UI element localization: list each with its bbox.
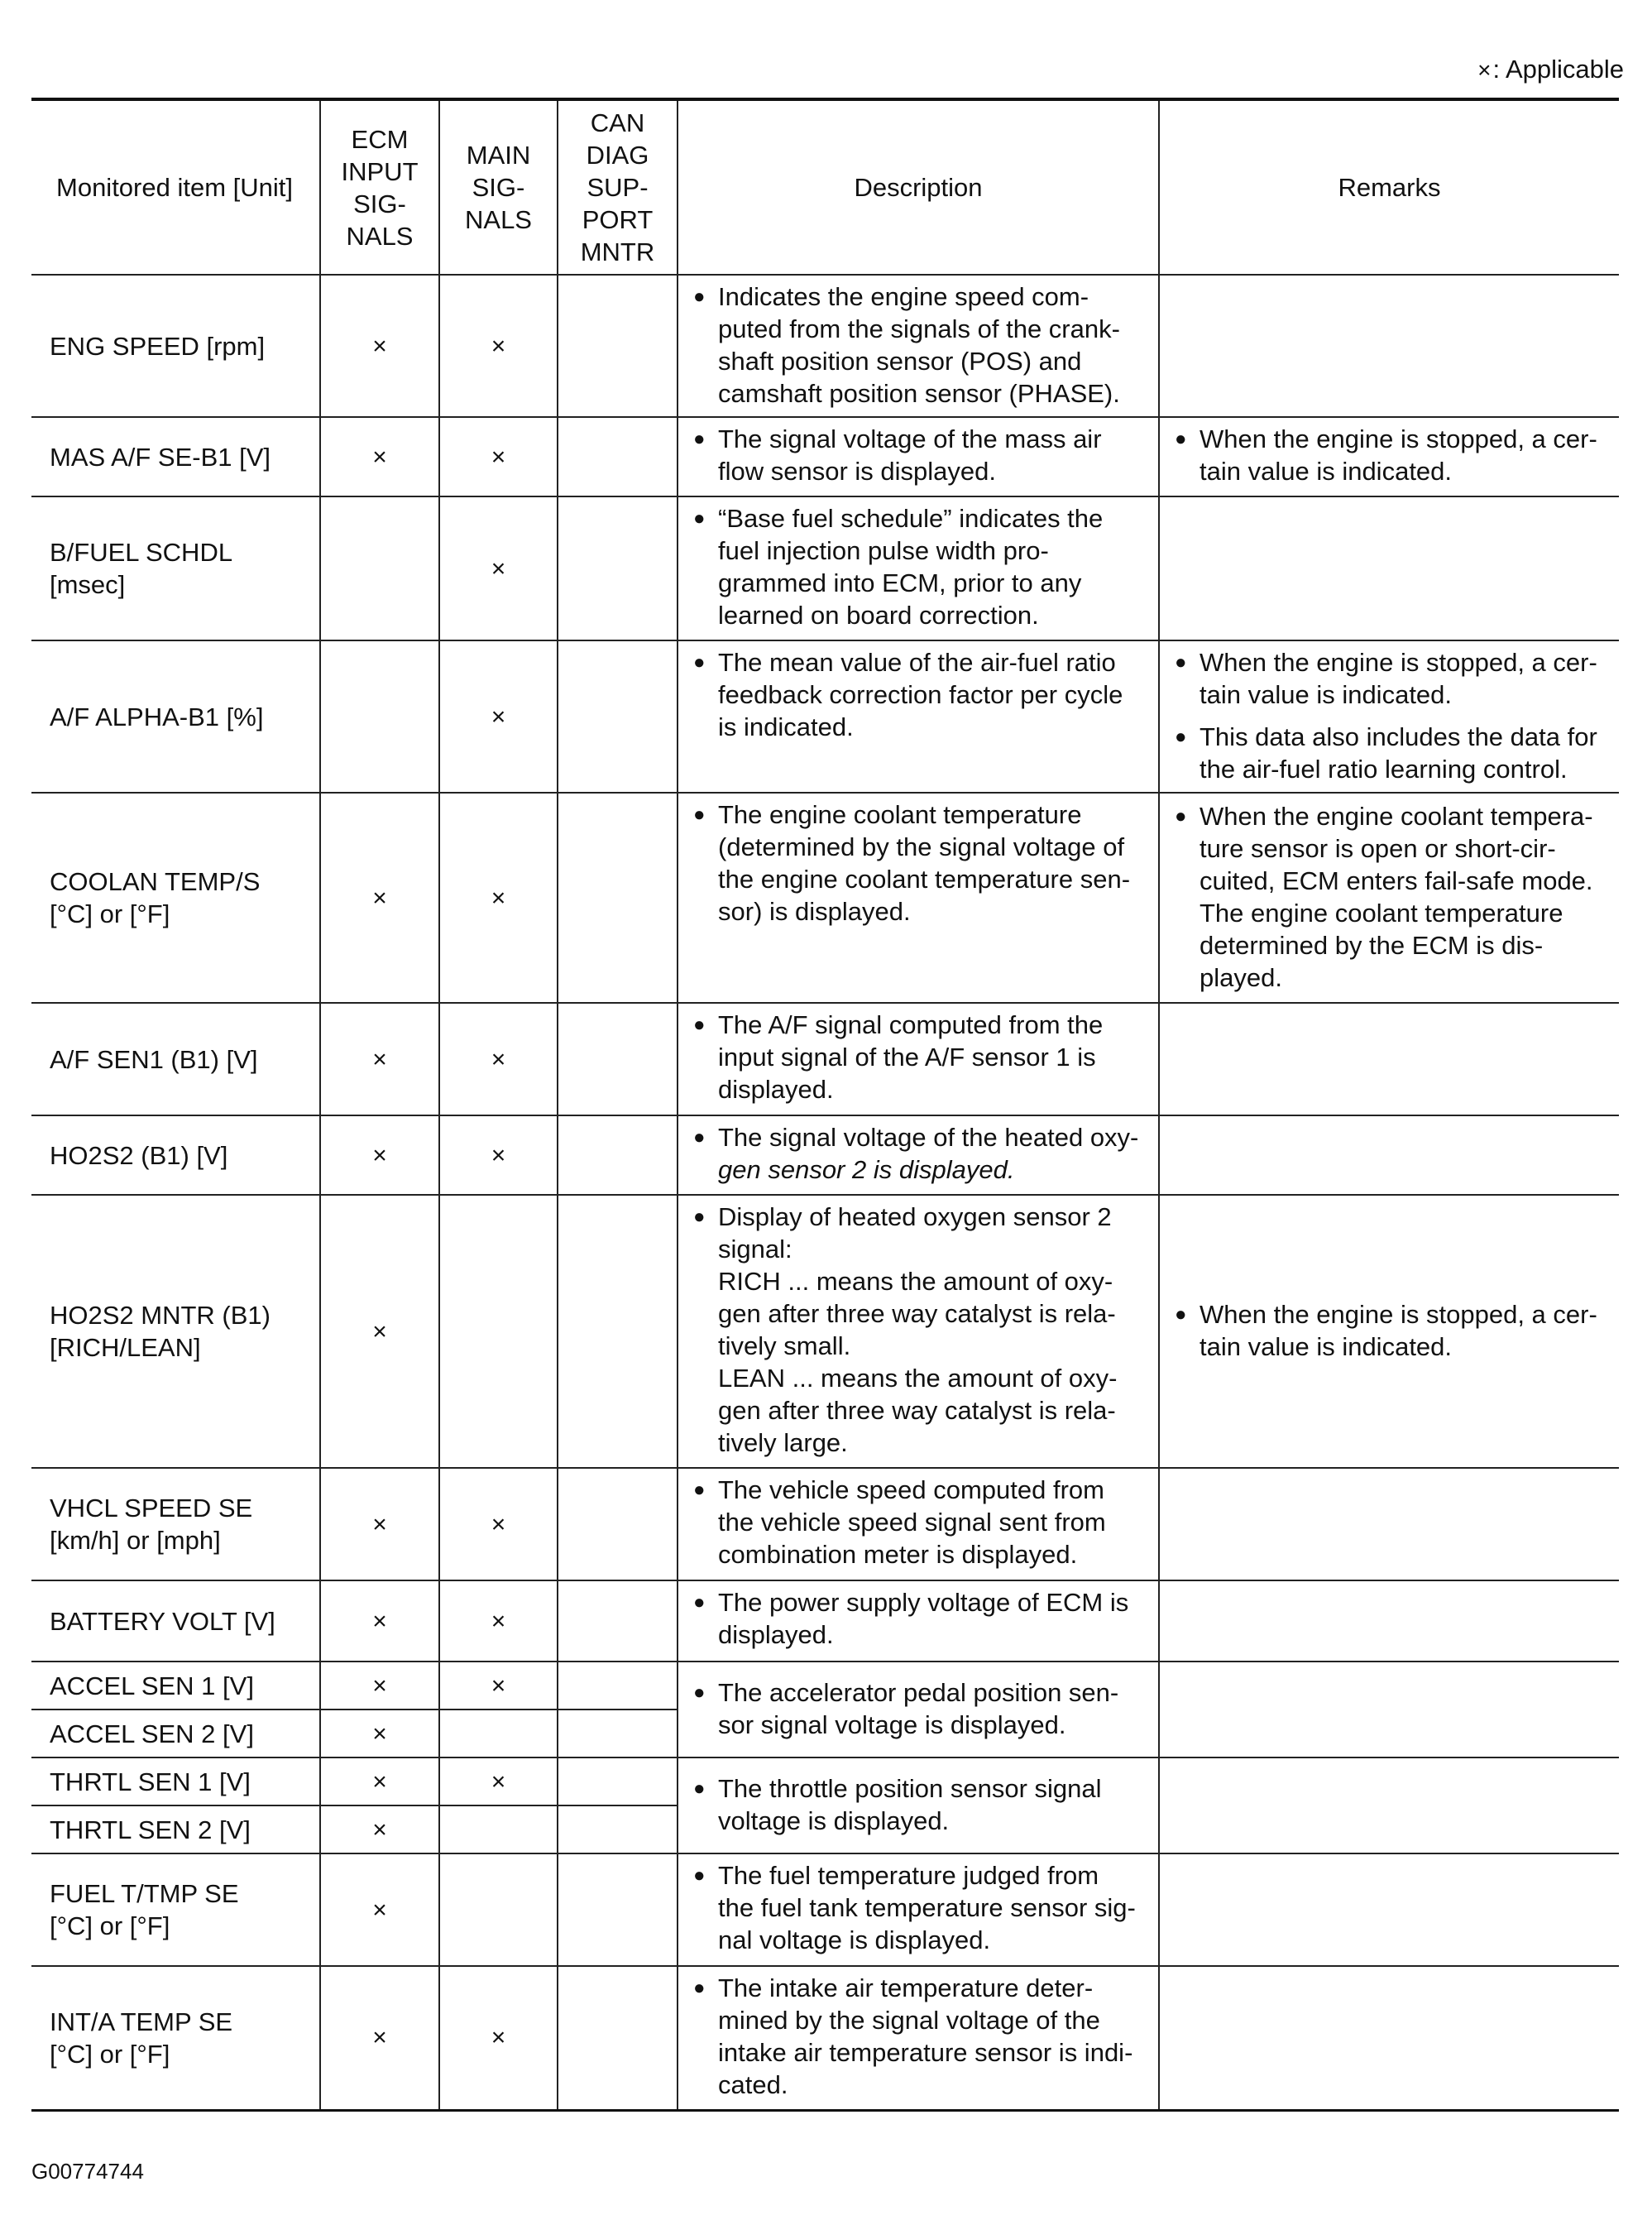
monitored-item (31, 1468, 320, 1580)
remarks-cell (1159, 1115, 1619, 1195)
header-monitored-item: Monitored item [Unit] (31, 99, 320, 275)
text-line: [RICH/LEAN] (50, 1333, 201, 1362)
table-row (31, 275, 1619, 417)
ecm-input-mark: × (320, 1710, 439, 1757)
main-signal-mark: × (439, 793, 558, 1003)
monitored-item (31, 1580, 320, 1662)
main-signal-mark: × (439, 640, 558, 793)
bullet-item (692, 1586, 1152, 1651)
text-line: nal voltage is displayed. (718, 1925, 991, 1954)
monitored-item (31, 1003, 320, 1115)
text-line: tively small. (718, 1331, 851, 1360)
header-row (31, 99, 1619, 275)
ecm-input-mark: × (320, 1195, 439, 1468)
remarks-cell (1159, 640, 1619, 793)
main-signal-mark: × (439, 1115, 558, 1195)
main-signal-mark: × (439, 1757, 558, 1805)
text-line: the engine coolant temperature sen- (718, 865, 1131, 894)
remarks-cell (1159, 496, 1619, 640)
text-line: gen after three way catalyst is rela- (718, 1299, 1116, 1328)
text-line: B/FUEL SCHDL (50, 538, 233, 567)
main-signal-mark (439, 1195, 558, 1468)
text-line: This data also includes the data for (1199, 722, 1597, 751)
ecm-input-mark: × (320, 1853, 439, 1966)
remarks-cell (1159, 1195, 1619, 1468)
bullet-item (692, 502, 1152, 631)
bullet-item (692, 1676, 1152, 1741)
text-line: RICH ... means the amount of oxy- (718, 1267, 1113, 1296)
text-line: cuited, ECM enters fail-safe mode. (1199, 866, 1593, 895)
remarks-cell (1159, 1003, 1619, 1115)
table-row (31, 496, 1619, 640)
table-row (31, 1468, 1619, 1580)
text-line: The engine coolant temperature (718, 800, 1082, 829)
ecm-input-mark (320, 496, 439, 640)
description-cell (678, 1580, 1159, 1662)
text-line: gen after three way catalyst is rela- (718, 1396, 1116, 1425)
text-line: When the engine is stopped, a cer- (1199, 424, 1597, 453)
monitored-item (31, 1966, 320, 2110)
header-ecm-input-signals: ECM INPUT SIG- NALS (320, 99, 439, 275)
ecm-input-mark: × (320, 1757, 439, 1805)
monitored-item (31, 1853, 320, 1966)
text-line: [km/h] or [mph] (50, 1526, 221, 1555)
remarks-cell (1159, 793, 1619, 1003)
description-cell (678, 793, 1159, 1003)
applicable-mark: × (1477, 57, 1492, 83)
text-line: Display of heated oxygen sensor 2 (718, 1202, 1112, 1231)
text-line: feedback correction factor per cycle (718, 680, 1123, 709)
remarks-cell (1159, 1966, 1619, 2110)
description-cell (678, 1853, 1159, 1966)
text-line: The vehicle speed computed from (718, 1475, 1104, 1504)
can-diag-mark (558, 793, 678, 1003)
remarks-cell (1159, 417, 1619, 496)
text-line: determined by the ECM is dis- (1199, 931, 1544, 960)
bullet-item (1173, 800, 1612, 994)
bullet-item (692, 1009, 1152, 1105)
ecm-input-mark: × (320, 1115, 439, 1195)
can-diag-mark (558, 1853, 678, 1966)
main-signal-mark: × (439, 1966, 558, 2110)
text-line: When the engine is stopped, a cer- (1199, 648, 1597, 677)
text-line: the vehicle speed signal sent from (718, 1508, 1106, 1537)
text-line: learned on board correction. (718, 601, 1039, 630)
text-line: The power supply voltage of ECM is (718, 1588, 1129, 1617)
can-diag-mark (558, 1662, 678, 1710)
description-cell (678, 1757, 1159, 1853)
text-line: [°C] or [°F] (50, 2039, 170, 2069)
text-line: input signal of the A/F sensor 1 is (718, 1043, 1096, 1072)
ecm-input-mark: × (320, 1805, 439, 1853)
text-line: flow sensor is displayed. (718, 457, 996, 486)
monitored-item (31, 793, 320, 1003)
text-line: FUEL T/TMP SE (50, 1879, 239, 1908)
text-line: displayed. (718, 1620, 834, 1649)
main-signal-mark: × (439, 417, 558, 496)
main-signal-mark (439, 1853, 558, 1966)
text-line: sor) is displayed. (718, 897, 911, 926)
monitored-item (31, 1115, 320, 1195)
monitored-item (31, 275, 320, 417)
text-line: tain value is indicated. (1199, 680, 1453, 709)
main-signal-mark (439, 1710, 558, 1757)
text-line: intake air temperature sensor is indi- (718, 2038, 1133, 2067)
text-line: is indicated. (718, 712, 854, 741)
can-diag-mark (558, 1195, 678, 1468)
text-line: tain value is indicated. (1199, 457, 1453, 486)
description-cell (678, 1966, 1159, 2110)
figure-code: G00774744 (31, 2159, 144, 2184)
table-row (31, 1115, 1619, 1195)
main-signal-mark: × (439, 275, 558, 417)
bullet-item (692, 1201, 1152, 1459)
text-line: The A/F signal computed from the (718, 1010, 1104, 1039)
can-diag-mark (558, 1805, 678, 1853)
text-line: When the engine coolant tempera- (1199, 802, 1593, 831)
text-line: camshaft position sensor (PHASE). (718, 379, 1120, 408)
text-line: The mean value of the air-fuel ratio (718, 648, 1116, 677)
header-main-signals: MAIN SIG- NALS (439, 99, 558, 275)
ecm-input-mark: × (320, 1662, 439, 1710)
remarks-cell (1159, 1757, 1619, 1853)
main-signal-mark: × (439, 496, 558, 640)
text-line: combination meter is displayed. (718, 1540, 1078, 1569)
table-row (31, 1003, 1619, 1115)
text-line: grammed into ECM, prior to any (718, 568, 1082, 597)
text-line: The signal voltage of the mass air (718, 424, 1102, 453)
bullet-item (692, 281, 1152, 410)
can-diag-mark (558, 1580, 678, 1662)
can-diag-mark (558, 1115, 678, 1195)
description-cell (678, 1003, 1159, 1115)
text-line: When the engine is stopped, a cer- (1199, 1300, 1597, 1329)
text-line: The throttle position sensor signal (718, 1774, 1102, 1803)
text-line: sor signal voltage is displayed. (718, 1710, 1066, 1739)
ecm-input-mark: × (320, 417, 439, 496)
ecm-input-mark: × (320, 1468, 439, 1580)
can-diag-mark (558, 496, 678, 640)
text-line: HO2S2 MNTR (B1) (50, 1301, 271, 1330)
text-line: [°C] or [°F] (50, 899, 170, 928)
main-signal-mark: × (439, 1580, 558, 1662)
text-line: voltage is displayed. (718, 1806, 950, 1835)
description-cell (678, 417, 1159, 496)
text-line: ENG SPEED [rpm] (50, 331, 266, 361)
ecm-input-mark: × (320, 1580, 439, 1662)
text-line: VHCL SPEED SE (50, 1494, 253, 1522)
bullet-item (692, 1121, 1152, 1186)
legend (1477, 55, 1624, 84)
table-row (31, 417, 1619, 496)
text-line: [°C] or [°F] (50, 1911, 170, 1940)
text-line: gen sensor 2 is displayed. (718, 1155, 1015, 1184)
text-line: COOLAN TEMP/S (50, 867, 261, 896)
text-line: The fuel temperature judged from (718, 1861, 1099, 1890)
text-line: The engine coolant temperature (1199, 899, 1563, 928)
can-diag-mark (558, 1468, 678, 1580)
description-cell (678, 640, 1159, 793)
monitored-item (31, 496, 320, 640)
bullet-item (1173, 646, 1612, 711)
remarks-cell (1159, 275, 1619, 417)
can-diag-mark (558, 640, 678, 793)
text-line: A/F SEN1 (B1) [V] (50, 1044, 258, 1074)
text-line: INT/A TEMP SE (50, 2007, 233, 2036)
bullet-item (692, 423, 1152, 487)
text-line: the air-fuel ratio learning control. (1199, 755, 1568, 784)
can-diag-mark (558, 1003, 678, 1115)
main-signal-mark: × (439, 1003, 558, 1115)
can-diag-mark (558, 417, 678, 496)
header-description: Description (678, 99, 1159, 275)
bullet-item (692, 1859, 1152, 1956)
text-line: A/F ALPHA-B1 [%] (50, 702, 264, 731)
ecm-input-mark (320, 640, 439, 793)
table-row (31, 1757, 1619, 1805)
ecm-input-mark: × (320, 793, 439, 1003)
text-line: tain value is indicated. (1199, 1332, 1453, 1361)
text-line: signal: (718, 1235, 792, 1264)
text-line: MAS A/F SE-B1 [V] (50, 442, 271, 472)
can-diag-mark (558, 1966, 678, 2110)
monitored-item: ACCEL SEN 2 [V] (31, 1710, 320, 1757)
can-diag-mark (558, 275, 678, 417)
bullet-item (692, 798, 1152, 928)
monitored-item: THRTL SEN 2 [V] (31, 1805, 320, 1853)
bullet-item (692, 1772, 1152, 1837)
monitored-item (31, 1195, 320, 1468)
text-line: cated. (718, 2070, 788, 2099)
table-row (31, 640, 1619, 793)
text-line: tively large. (718, 1428, 848, 1457)
text-line: the fuel tank temperature sensor sig- (718, 1893, 1136, 1922)
main-signal-mark: × (439, 1662, 558, 1710)
header-remarks: Remarks (1159, 99, 1619, 275)
text-line: HO2S2 (B1) [V] (50, 1140, 228, 1170)
description-cell (678, 275, 1159, 417)
main-signal-mark: × (439, 1468, 558, 1580)
header-can-diag-support-monitor: CAN DIAG SUP- PORT MNTR (558, 99, 678, 275)
description-cell (678, 1662, 1159, 1757)
table-row (31, 1966, 1619, 2110)
monitored-item (31, 640, 320, 793)
text-line: LEAN ... means the amount of oxy- (718, 1364, 1118, 1393)
text-line: fuel injection pulse width pro- (718, 536, 1049, 565)
table-row (31, 1580, 1619, 1662)
ecm-input-mark: × (320, 1003, 439, 1115)
can-diag-mark (558, 1757, 678, 1805)
text-line: (determined by the signal voltage of (718, 832, 1125, 861)
legend-label: : Applicable (1492, 55, 1624, 84)
text-line: The signal voltage of the heated oxy- (718, 1123, 1139, 1152)
table-row (31, 1662, 1619, 1710)
table-row (31, 793, 1619, 1003)
monitored-item: THRTL SEN 1 [V] (31, 1757, 320, 1805)
ecm-input-mark: × (320, 275, 439, 417)
bullet-item (1173, 721, 1612, 785)
text-line: “Base fuel schedule” indicates the (718, 504, 1104, 533)
text-line: puted from the signals of the crank- (718, 314, 1120, 343)
can-diag-mark (558, 1710, 678, 1757)
bullet-item (692, 1972, 1152, 2101)
monitor-table (31, 98, 1619, 2112)
ecm-input-mark: × (320, 1966, 439, 2110)
description-cell (678, 1195, 1159, 1468)
bullet-item (692, 1474, 1152, 1570)
monitored-item: ACCEL SEN 1 [V] (31, 1662, 320, 1710)
main-signal-mark (439, 1805, 558, 1853)
bullet-item (1173, 423, 1612, 487)
description-cell (678, 496, 1159, 640)
text-line: Indicates the engine speed com- (718, 282, 1089, 311)
text-line: The accelerator pedal position sen- (718, 1678, 1119, 1707)
text-line: BATTERY VOLT [V] (50, 1606, 275, 1636)
text-line: displayed. (718, 1075, 834, 1104)
text-line: [msec] (50, 570, 126, 599)
bullet-item (1173, 1298, 1612, 1363)
remarks-cell (1159, 1468, 1619, 1580)
text-line: shaft position sensor (POS) and (718, 347, 1082, 376)
remarks-cell (1159, 1580, 1619, 1662)
monitored-item (31, 417, 320, 496)
text-line: ture sensor is open or short-cir- (1199, 834, 1556, 863)
bullet-item (692, 646, 1152, 743)
table-row (31, 1195, 1619, 1468)
description-cell (678, 1115, 1159, 1195)
remarks-cell (1159, 1853, 1619, 1966)
remarks-cell (1159, 1662, 1619, 1757)
text-line: The intake air temperature deter- (718, 1973, 1094, 2002)
description-cell (678, 1468, 1159, 1580)
text-line: played. (1199, 963, 1282, 992)
text-line: mined by the signal voltage of the (718, 2006, 1100, 2035)
table-row (31, 1853, 1619, 1966)
